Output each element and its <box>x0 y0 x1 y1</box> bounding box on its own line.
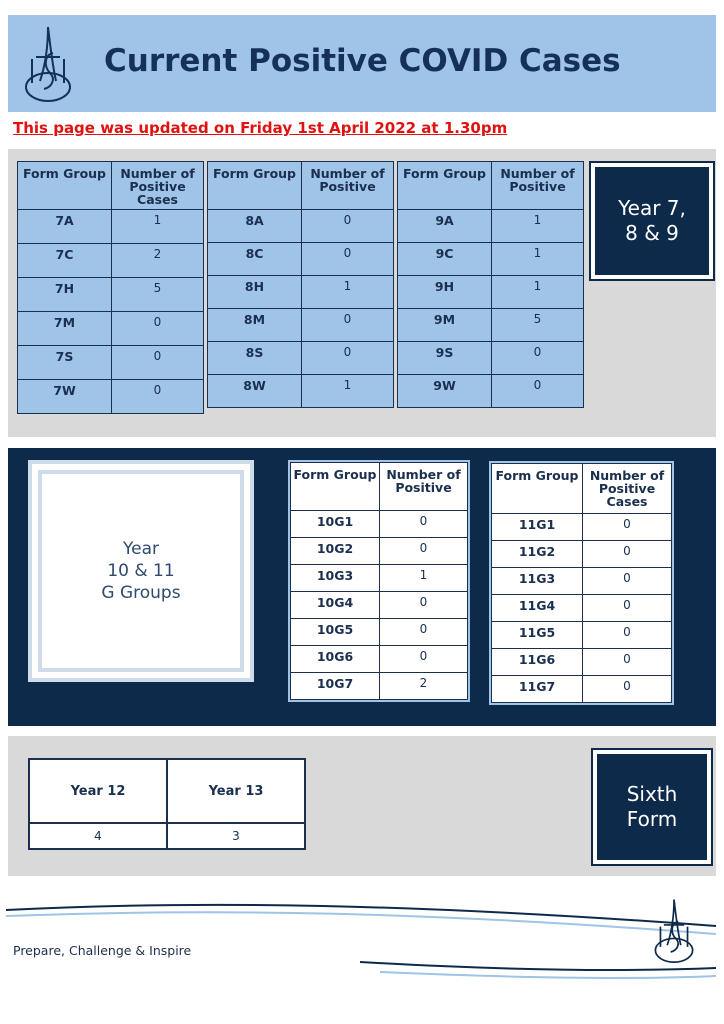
form-group-cell: 7H <box>18 278 112 312</box>
positive-count-cell: 0 <box>583 649 672 676</box>
positive-count-cell: 1 <box>492 243 584 276</box>
header-year-13: Year 13 <box>167 759 305 823</box>
positive-count-cell: 0 <box>302 309 394 342</box>
positive-count-cell: 2 <box>380 673 468 700</box>
value-year-13: 3 <box>167 823 305 849</box>
positive-count-cell: 0 <box>302 243 394 276</box>
positive-count-cell: 0 <box>112 380 204 414</box>
sixth-form-table <box>28 758 306 850</box>
header-year-12: Year 12 <box>29 759 167 823</box>
form-group-cell: 11G4 <box>492 595 583 622</box>
form-group-cell: 10G6 <box>291 646 380 673</box>
table-row <box>492 541 672 568</box>
form-group-cell: 11G7 <box>492 676 583 703</box>
form-table <box>290 462 468 700</box>
header-positive-count: Number of Positive Cases <box>112 162 204 210</box>
table-row <box>18 278 204 312</box>
lower-school-label: Year 7, 8 & 9 <box>591 163 713 279</box>
form-group-cell: 7M <box>18 312 112 346</box>
table-row <box>208 375 394 408</box>
page-header <box>8 15 716 112</box>
positive-count-cell: 0 <box>380 592 468 619</box>
table-row <box>18 312 204 346</box>
form-group-cell: 10G1 <box>291 511 380 538</box>
form-group-cell: 9A <box>398 210 492 243</box>
form-group-cell: 8M <box>208 309 302 342</box>
table-row <box>492 649 672 676</box>
positive-count-cell: 0 <box>112 346 204 380</box>
table-row <box>18 210 204 244</box>
table-row <box>492 676 672 703</box>
positive-count-cell: 1 <box>302 276 394 309</box>
table-row <box>18 244 204 278</box>
table-row <box>291 619 468 646</box>
form-group-cell: 10G2 <box>291 538 380 565</box>
table-row <box>398 276 584 309</box>
table-row <box>398 210 584 243</box>
positive-count-cell: 0 <box>380 646 468 673</box>
footer-swoosh <box>0 892 724 982</box>
form-group-cell: 8H <box>208 276 302 309</box>
form-group-cell: 11G2 <box>492 541 583 568</box>
footer-tagline: Prepare, Challenge & Inspire <box>13 943 192 958</box>
positive-count-cell: 1 <box>302 375 394 408</box>
table-header-row <box>291 463 468 511</box>
positive-count-cell: 5 <box>492 309 584 342</box>
table-row <box>291 511 468 538</box>
school-logo-footer <box>652 896 696 964</box>
positive-count-cell: 0 <box>583 541 672 568</box>
header-positive-count: Number of Positive <box>302 162 394 210</box>
table-row <box>208 243 394 276</box>
upper-school-label: Year 10 & 11 G Groups <box>38 470 244 672</box>
header-form-group: Form Group <box>291 463 380 511</box>
table-row <box>18 380 204 414</box>
positive-count-cell: 0 <box>492 342 584 375</box>
positive-count-cell: 0 <box>112 312 204 346</box>
positive-count-cell: 0 <box>380 619 468 646</box>
form-group-cell: 11G1 <box>492 514 583 541</box>
table-row <box>291 565 468 592</box>
positive-count-cell: 0 <box>583 568 672 595</box>
form-group-cell: 8C <box>208 243 302 276</box>
table-row <box>492 622 672 649</box>
positive-count-cell: 0 <box>302 210 394 243</box>
table-row <box>29 823 305 849</box>
header-form-group: Form Group <box>398 162 492 210</box>
form-group-cell: 10G7 <box>291 673 380 700</box>
table-row <box>398 309 584 342</box>
table-row <box>492 514 672 541</box>
table-row <box>208 342 394 375</box>
form-group-cell: 7W <box>18 380 112 414</box>
table-row <box>208 309 394 342</box>
table-header-row <box>492 464 672 514</box>
form-table <box>397 161 584 408</box>
table-row <box>208 276 394 309</box>
table-row <box>291 646 468 673</box>
table-header-row <box>29 759 305 823</box>
header-form-group: Form Group <box>208 162 302 210</box>
positive-count-cell: 1 <box>112 210 204 244</box>
positive-count-cell: 5 <box>112 278 204 312</box>
form-group-cell: 9C <box>398 243 492 276</box>
positive-count-cell: 1 <box>492 210 584 243</box>
positive-count-cell: 1 <box>492 276 584 309</box>
table-row <box>492 568 672 595</box>
form-group-cell: 9W <box>398 375 492 408</box>
value-year-12: 4 <box>29 823 167 849</box>
form-table <box>207 161 394 408</box>
form-table <box>17 161 204 414</box>
form-group-cell: 9S <box>398 342 492 375</box>
positive-count-cell: 0 <box>583 595 672 622</box>
school-logo <box>22 23 74 103</box>
form-group-cell: 7S <box>18 346 112 380</box>
positive-count-cell: 0 <box>583 622 672 649</box>
table-header-row <box>208 162 394 210</box>
table-row <box>398 243 584 276</box>
form-group-cell: 7A <box>18 210 112 244</box>
updated-notice: This page was updated on Friday 1st April 2022 at 1.30pm <box>13 119 508 137</box>
form-group-cell: 9H <box>398 276 492 309</box>
table-row <box>208 210 394 243</box>
positive-count-cell: 2 <box>112 244 204 278</box>
form-group-cell: 8W <box>208 375 302 408</box>
table-header-row <box>18 162 204 210</box>
positive-count-cell: 0 <box>302 342 394 375</box>
form-group-cell: 10G3 <box>291 565 380 592</box>
table-row <box>492 595 672 622</box>
table-row <box>398 342 584 375</box>
form-group-cell: 11G5 <box>492 622 583 649</box>
positive-count-cell: 0 <box>583 514 672 541</box>
header-positive-count: Number of Positive Cases <box>583 464 672 514</box>
form-group-cell: 7C <box>18 244 112 278</box>
header-positive-count: Number of Positive <box>492 162 584 210</box>
form-group-cell: 8S <box>208 342 302 375</box>
form-group-cell: 9M <box>398 309 492 342</box>
form-group-cell: 10G5 <box>291 619 380 646</box>
positive-count-cell: 0 <box>380 511 468 538</box>
table-row <box>291 538 468 565</box>
form-table <box>491 463 672 703</box>
table-header-row <box>398 162 584 210</box>
header-form-group: Form Group <box>492 464 583 514</box>
upper-school-label-box <box>28 460 254 682</box>
positive-count-cell: 0 <box>380 538 468 565</box>
page-title: Current Positive COVID Cases <box>104 43 621 79</box>
form-group-cell: 11G6 <box>492 649 583 676</box>
form-group-cell: 10G4 <box>291 592 380 619</box>
positive-count-cell: 0 <box>583 676 672 703</box>
table-row <box>398 375 584 408</box>
table-row <box>18 346 204 380</box>
header-positive-count: Number of Positive <box>380 463 468 511</box>
table-row <box>291 592 468 619</box>
positive-count-cell: 0 <box>492 375 584 408</box>
positive-count-cell: 1 <box>380 565 468 592</box>
form-group-cell: 8A <box>208 210 302 243</box>
header-form-group: Form Group <box>18 162 112 210</box>
form-group-cell: 11G3 <box>492 568 583 595</box>
sixth-form-label: Sixth Form <box>593 750 711 864</box>
table-row <box>291 673 468 700</box>
